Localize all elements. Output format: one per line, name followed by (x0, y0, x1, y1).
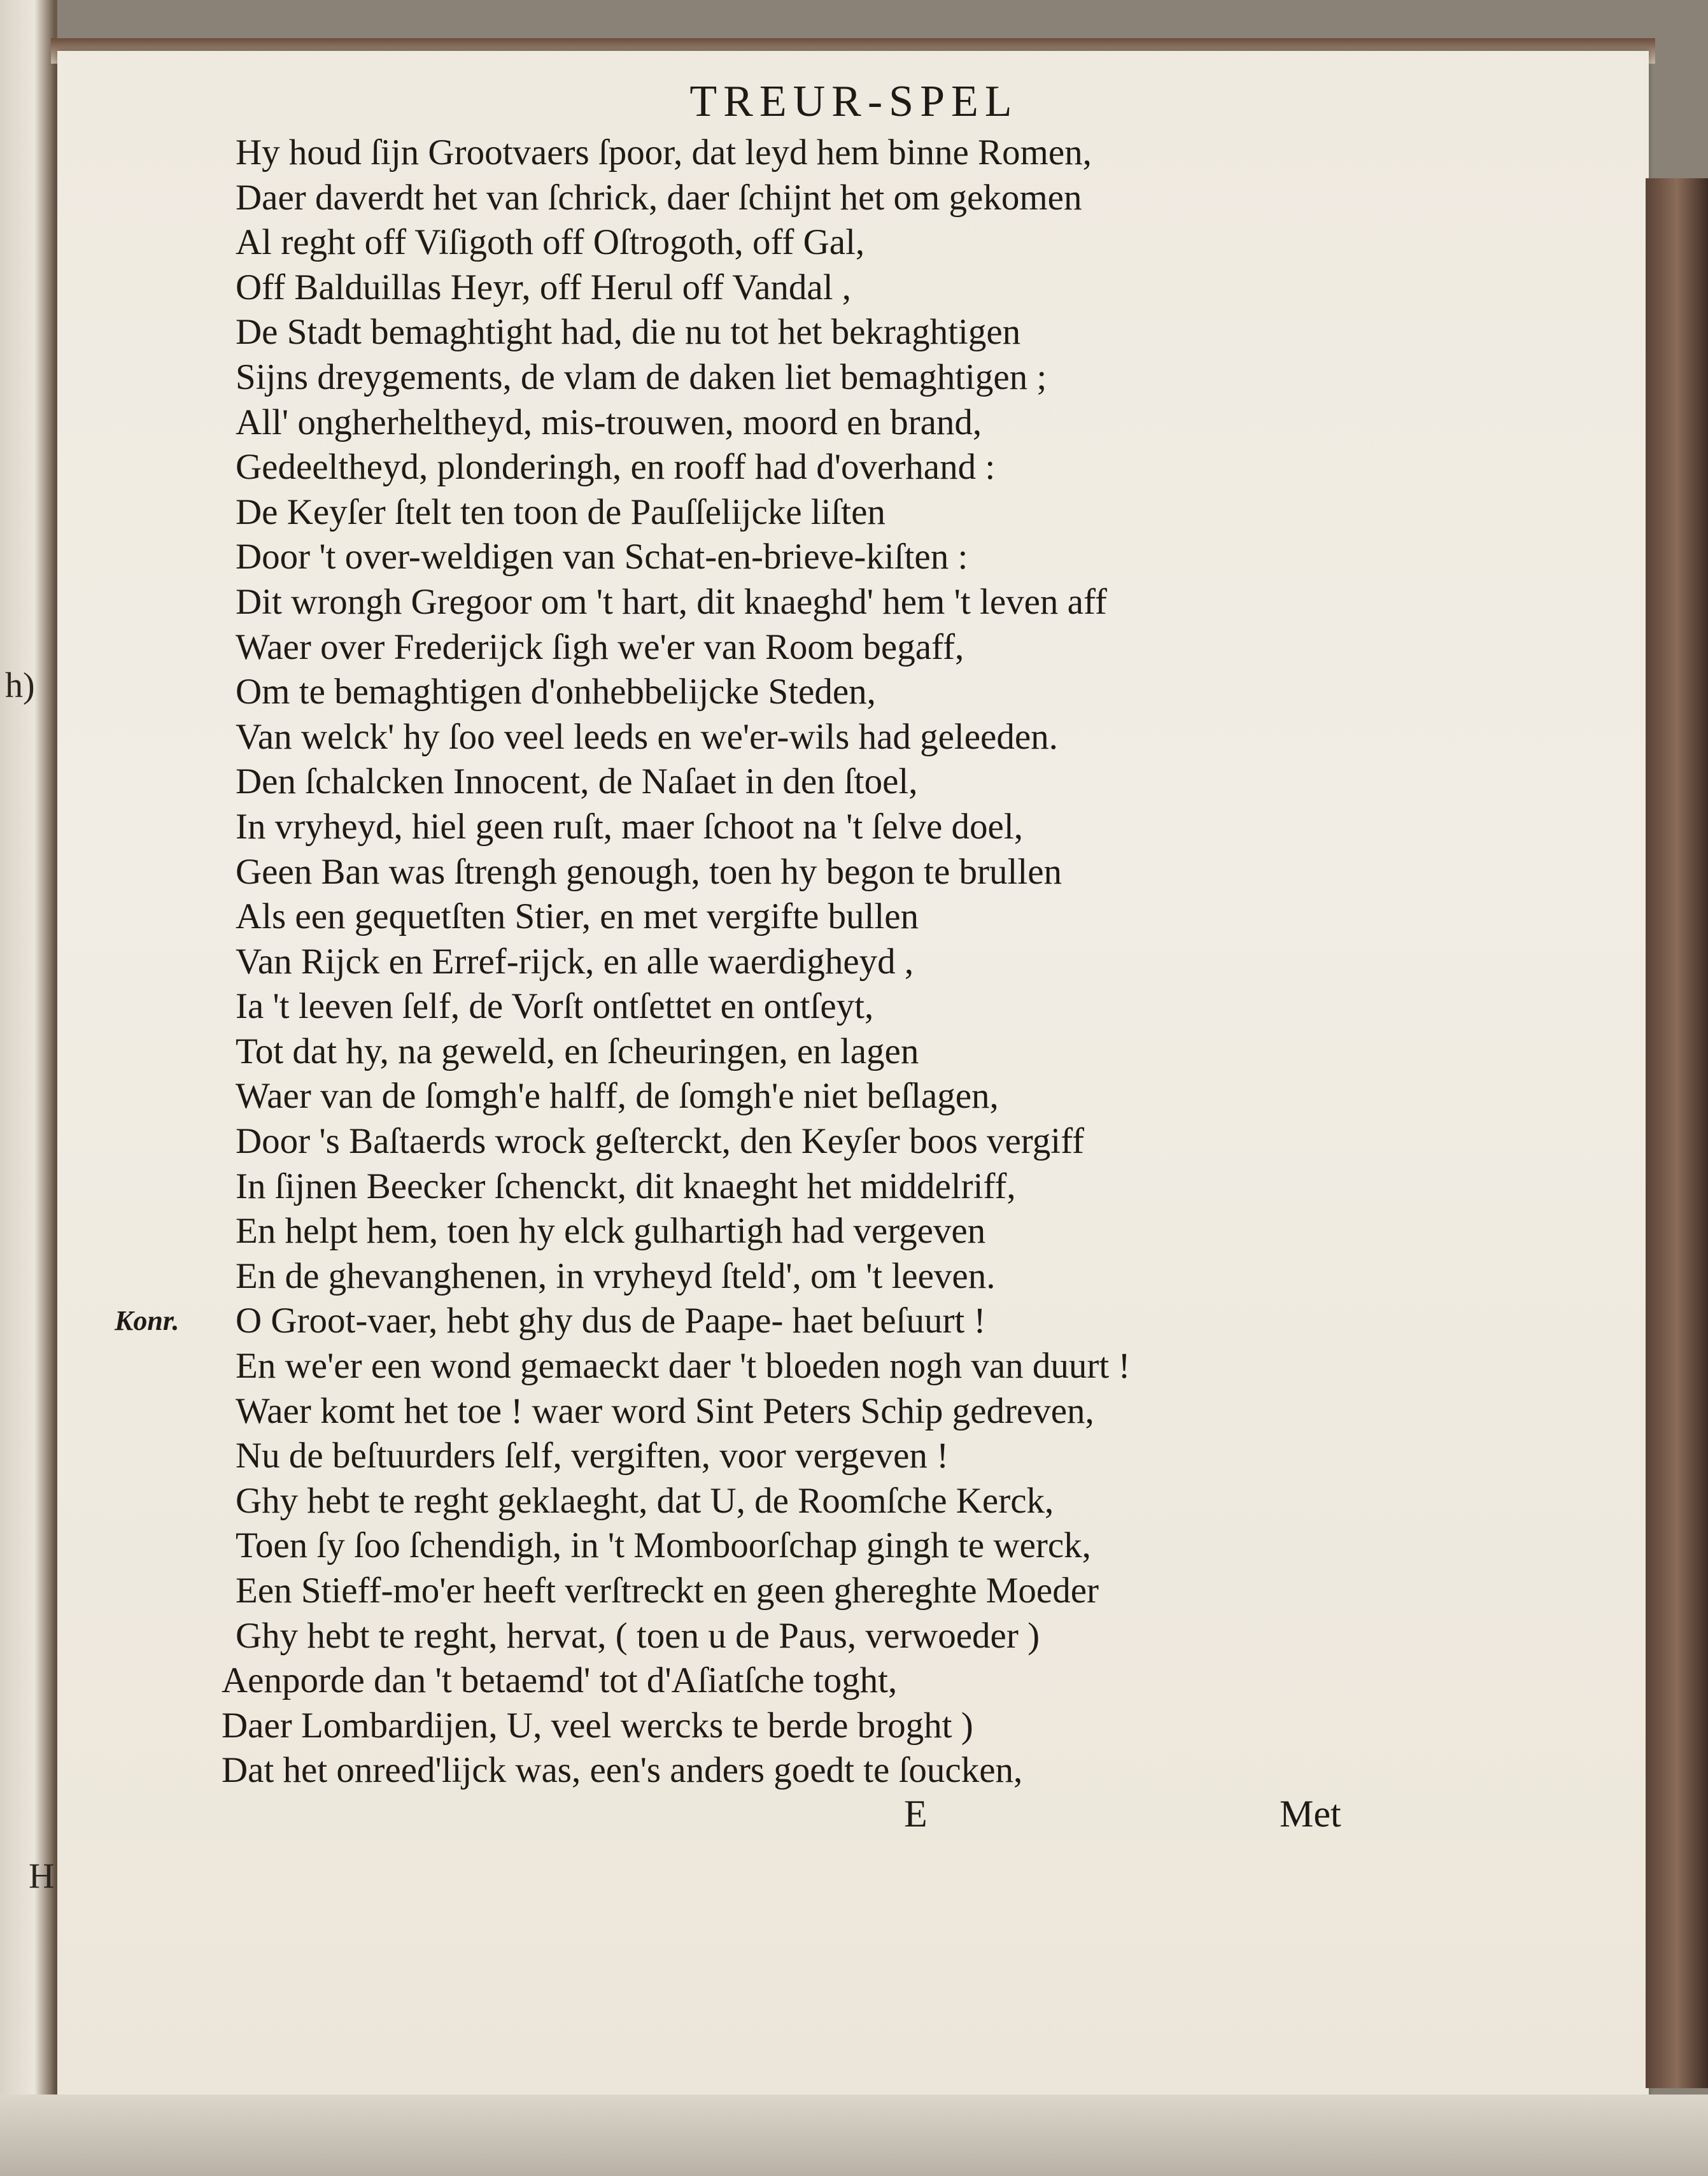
verse-text (115, 131, 1131, 1793)
verse-line (236, 625, 1130, 670)
verse-line-text: Een Stieff-mo'er heeft verſtreckt en geen ghereghte Moeder (236, 1571, 1099, 1611)
verse-line-text: Toen ſy ſoo ſchendigh, in 't Momboorſchap gingh te werck, (236, 1525, 1091, 1566)
verse-line-text: Als een gequetſten Stier, en met vergifte bullen (236, 896, 919, 937)
verse-line-text: De Keyſer ſtelt ten toon de Pauſſelijcke liſten (236, 491, 886, 532)
verse-line (236, 355, 1130, 400)
verse-line-text: In vryheyd, hiel geen ruſt, maer ſchoot na 't ſelve doel, (236, 806, 1023, 847)
verse-line (236, 670, 1130, 715)
verse-line-text: Van Rijck en Erref-rijck, en alle waerdigheyd , (236, 941, 914, 982)
speaker-label: Konr. (115, 1305, 180, 1337)
verse-line (236, 850, 1130, 895)
verse-line (236, 1569, 1130, 1614)
verse-line (236, 1119, 1130, 1164)
verse-line-text: Door 't over-weldigen van Schat-en-brieve-kiſten : (236, 537, 968, 577)
verse-line (236, 759, 1130, 805)
verse-line-text: Daer daverdt het van ſchrick, daer ſchijnt het om gekomen (236, 177, 1082, 218)
verse-line-text: Aenporde dan 't betaemd' tot d'Aſiatſche toght, (222, 1660, 898, 1701)
verse-line-text: En we'er een wond gemaeckt daer 't bloeden nogh van duurt ! (236, 1346, 1131, 1387)
verse-line (236, 1523, 1130, 1569)
verse-line (222, 1748, 1130, 1793)
verse-line (236, 1389, 1130, 1434)
verse-line-text: Den ſchalcken Innocent, de Naſaet in den ſtoel, (236, 761, 918, 802)
verse-line-text: Dit wrongh Gregoor om 't hart, dit knaeghd' hem 't leven aff (236, 581, 1107, 622)
verse-line (236, 1479, 1130, 1524)
verse-line-text: Al reght off Viſigoth off Oſtrogoth, off Gal, (236, 222, 865, 263)
verse-line-text: Geen Ban was ſtrengh genough, toen hy begon te brullen (236, 851, 1062, 892)
verse-line (236, 894, 1130, 940)
verse-line (236, 1344, 1130, 1389)
verse-line (115, 1299, 1130, 1344)
verse-line (236, 535, 1130, 580)
verse-line-text: En helpt hem, toen hy elck gulhartigh had vergeven (236, 1211, 986, 1252)
verse-line-text: En de ghevanghenen, in vryheyd ſteld', om 't leeven. (236, 1255, 996, 1296)
verse-line-text: Ia 't leeven ſelf, de Vorſt ontſettet en ontſeyt, (236, 986, 874, 1027)
verse-line-text: Nu de beſtuurders ſelf, vergiften, voor vergeven ! (236, 1436, 949, 1476)
verse-line (236, 580, 1130, 625)
verse-line-text: Waer komt het toe ! waer word Sint Peters Schip gedreven, (236, 1390, 1094, 1431)
verse-line-text: In ſijnen Beecker ſchenckt, dit knaeght het middelriff, (236, 1166, 1016, 1206)
page-bottom-edge (0, 2095, 1708, 2176)
verse-line-text: Tot dat hy, na geweld, en ſcheuringen, en lagen (236, 1031, 919, 1071)
verse-line (236, 805, 1130, 850)
verse-line-text: All' ongherheltheyd, mis-trouwen, moord en brand, (236, 402, 982, 442)
verse-line (236, 1074, 1130, 1119)
verse-line (236, 1254, 1130, 1299)
verse-line (236, 984, 1130, 1029)
verse-line (236, 1029, 1130, 1075)
verse-line (236, 940, 1130, 985)
verse-line-text: Waer over Frederijck ſigh we'er van Room begaff, (236, 626, 964, 667)
verse-line-text: Ghy hebt te reght geklaeght, dat U, de Roomſche Kerck, (236, 1480, 1054, 1521)
verse-line-text: Van welck' hy ſoo veel leeds en we'er-wils had geleeden. (236, 716, 1058, 757)
verse-line-text: O Groot-vaer, hebt ghy dus de Paape- haet beſuurt ! (236, 1301, 986, 1341)
verse-line-text: Sijns dreygements, de vlam de daken liet bemaghtigen ; (236, 357, 1047, 397)
verse-line (236, 1164, 1130, 1210)
verse-line (236, 1614, 1130, 1659)
facing-page-edge (0, 0, 57, 2176)
catchword: Met (1280, 1793, 1341, 1835)
verse-line (222, 1658, 1130, 1704)
verse-line-text: Hy houd ſijn Grootvaers ſpoor, dat leyd hem binne Romen, (236, 132, 1092, 173)
verse-line-text: Om te bemaghtigen d'onhebbelijcke Steden, (236, 672, 876, 712)
verse-line (236, 176, 1130, 221)
verse-line (236, 490, 1130, 535)
verse-line-text: Door 's Baſtaerds wrock geſterckt, den Keyſer boos vergiff (236, 1121, 1085, 1162)
verse-line-text: Off Balduillas Heyr, off Herul off Vandal , (236, 267, 852, 307)
verse-line-text: Dat het onreed'lijck was, een's anders goedt te ſoucken, (222, 1750, 1023, 1791)
signature-mark: E (904, 1793, 928, 1835)
verse-line-text: Ghy hebt te reght, hervat, ( toen u de Paus, verwoeder ) (236, 1615, 1040, 1656)
verse-line (236, 1209, 1130, 1254)
margin-fragment: H (29, 1856, 55, 1896)
verse-line-text: Gedeeltheyd, plonderingh, en rooff had d'overhand : (236, 447, 996, 488)
verse-line (236, 1434, 1130, 1479)
verse-line (236, 310, 1130, 355)
verse-line-text: Waer van de ſomgh'e halff, de ſomgh'e niet beſlagen, (236, 1076, 999, 1117)
verse-line (222, 1704, 1130, 1749)
verse-line (236, 400, 1130, 446)
running-header: TREUR-SPEL (689, 77, 1019, 126)
verse-line (236, 131, 1130, 176)
verse-line (236, 265, 1130, 311)
book-cover-edge (1646, 178, 1708, 2088)
margin-fragment: h) (5, 666, 35, 705)
verse-line (236, 715, 1130, 760)
verse-line (236, 220, 1130, 265)
verse-line (236, 445, 1130, 490)
verse-line-text: De Stadt bemaghtight had, die nu tot het bekraghtigen (236, 312, 1021, 353)
verse-line-text: Daer Lombardijen, U, veel wercks te berde broght ) (222, 1705, 973, 1746)
